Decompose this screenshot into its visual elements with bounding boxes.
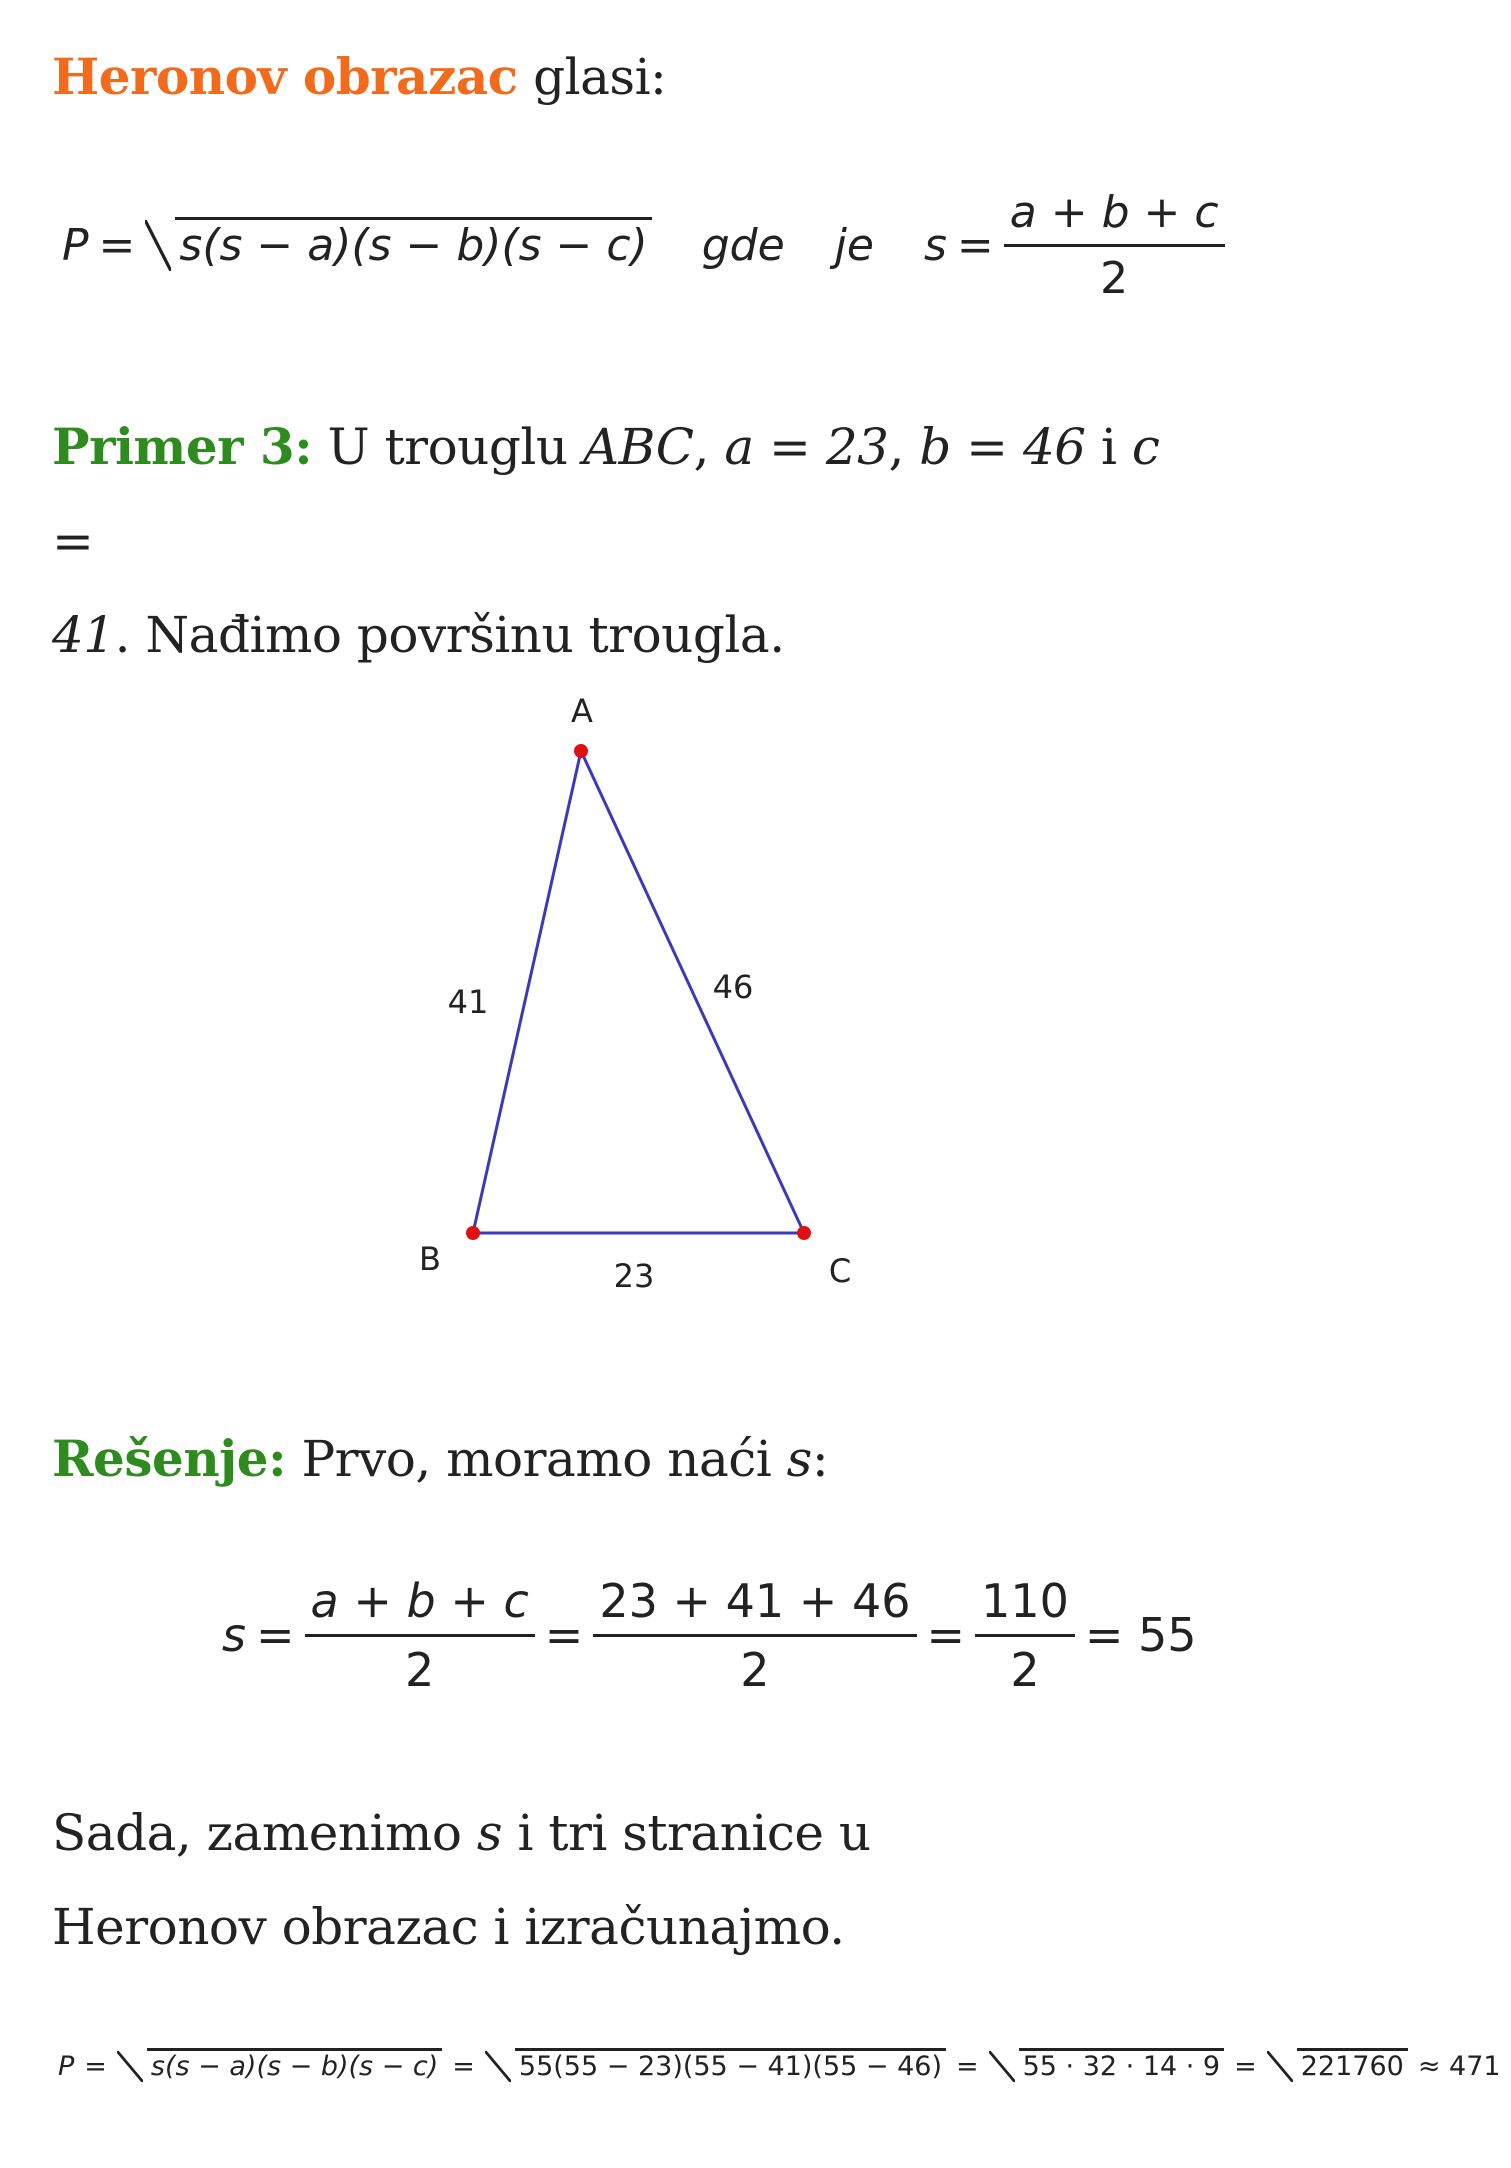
- example-text-3: ,: [888, 418, 920, 476]
- side-bc-label: 23: [613, 1257, 655, 1295]
- area-radicand-3: 55 · 32 · 14 · 9: [1019, 2048, 1225, 2082]
- example-text-1: U trouglu: [312, 418, 583, 476]
- formula-eq: =: [98, 219, 136, 271]
- substitute-text-1: Sada, zamenimo: [52, 1804, 477, 1862]
- area-sqrt-3: [989, 2051, 1225, 2082]
- word-gde: gde: [701, 219, 785, 271]
- vertex-a-point: [574, 744, 588, 758]
- side-ac-label: 46: [712, 968, 754, 1006]
- calc-den-2: 2: [740, 1642, 770, 1697]
- side-c-label: c =: [52, 418, 1160, 570]
- formula-p: P: [62, 219, 89, 271]
- calc-eq-2: =: [544, 1608, 584, 1662]
- vertex-b-point: [466, 1226, 480, 1240]
- fraction-denominator: 2: [1100, 252, 1129, 304]
- calc-fraction-2: [593, 1574, 916, 1697]
- calc-s: s: [222, 1608, 246, 1662]
- solution-text-1: Prvo, moramo naći: [286, 1430, 787, 1488]
- example-text-5: . Nađimo površinu trougla.: [114, 606, 785, 664]
- calc-den-1: 2: [405, 1642, 435, 1697]
- calc-eq-1: =: [255, 1608, 295, 1662]
- calc-num-3: 110: [975, 1574, 1075, 1637]
- example-label: Primer 3:: [52, 417, 313, 476]
- area-result: ≈ 471: [1417, 2050, 1501, 2082]
- calc-den-3: 2: [1010, 1642, 1040, 1697]
- heron-formula-highlight: Heronov obrazac: [52, 47, 518, 106]
- area-p: P: [58, 2050, 75, 2082]
- substitute-paragraph: [52, 1786, 1092, 1974]
- formula-s: s: [923, 219, 947, 271]
- vertex-c-label: C: [828, 1252, 852, 1290]
- area-eq-3: =: [955, 2050, 979, 2082]
- calc-num-2: 23 + 41 + 46: [593, 1574, 916, 1637]
- area-sqrt-4: [1267, 2051, 1408, 2082]
- example-text-2: ,: [693, 418, 725, 476]
- radicand: s(s − a)(s − b)(s − c): [175, 217, 651, 271]
- area-radicand-2: 55(55 − 23)(55 − 41)(55 − 46): [515, 2048, 946, 2082]
- area-calculation: [58, 2036, 1511, 2096]
- area-radicand-1: s(s − a)(s − b)(s − c): [147, 2048, 442, 2082]
- side-b-value: b = 46: [919, 418, 1086, 476]
- calc-fraction-1: [305, 1574, 535, 1697]
- calc-result: = 55: [1084, 1608, 1197, 1662]
- side-a-value: a = 23: [724, 418, 889, 476]
- calc-fraction-3: [975, 1574, 1075, 1697]
- word-je: je: [834, 219, 874, 271]
- intro-text: glasi:: [517, 48, 667, 106]
- area-eq-2: =: [452, 2050, 475, 2082]
- fraction-numerator: a + b + c: [1004, 187, 1225, 247]
- area-radicand-4: 221760: [1297, 2048, 1408, 2082]
- solution-label: Rešenje:: [52, 1429, 287, 1488]
- vertex-a-label: A: [571, 692, 593, 730]
- substitute-s: s: [476, 1804, 503, 1862]
- solution-paragraph: [52, 1412, 1212, 1506]
- formula-eq2: =: [956, 219, 994, 271]
- area-eq-4: =: [1234, 2050, 1257, 2082]
- semi-perimeter-calculation: [222, 1570, 1207, 1700]
- area-eq-1: =: [84, 2050, 107, 2082]
- area-sqrt-2: [485, 2051, 946, 2082]
- side-ac-line: [581, 751, 804, 1233]
- area-sqrt-1: [117, 2051, 442, 2082]
- solution-s: s: [786, 1430, 812, 1488]
- example-text-4: i: [1085, 418, 1132, 476]
- calc-eq-3: =: [926, 1608, 966, 1662]
- substitute-text-2: i tri stranice u Heronov obrazac i izračunajmo.: [52, 1804, 871, 1956]
- vertex-b-label: B: [419, 1240, 441, 1278]
- side-ab-label: 41: [447, 983, 489, 1021]
- side-ab-line: [473, 751, 581, 1233]
- side-c-value: 41: [52, 606, 115, 664]
- calc-num-1: a + b + c: [305, 1574, 535, 1637]
- solution-text-2: :: [811, 1430, 829, 1488]
- vertex-c-point: [797, 1226, 811, 1240]
- triangle-name: ABC: [582, 418, 694, 476]
